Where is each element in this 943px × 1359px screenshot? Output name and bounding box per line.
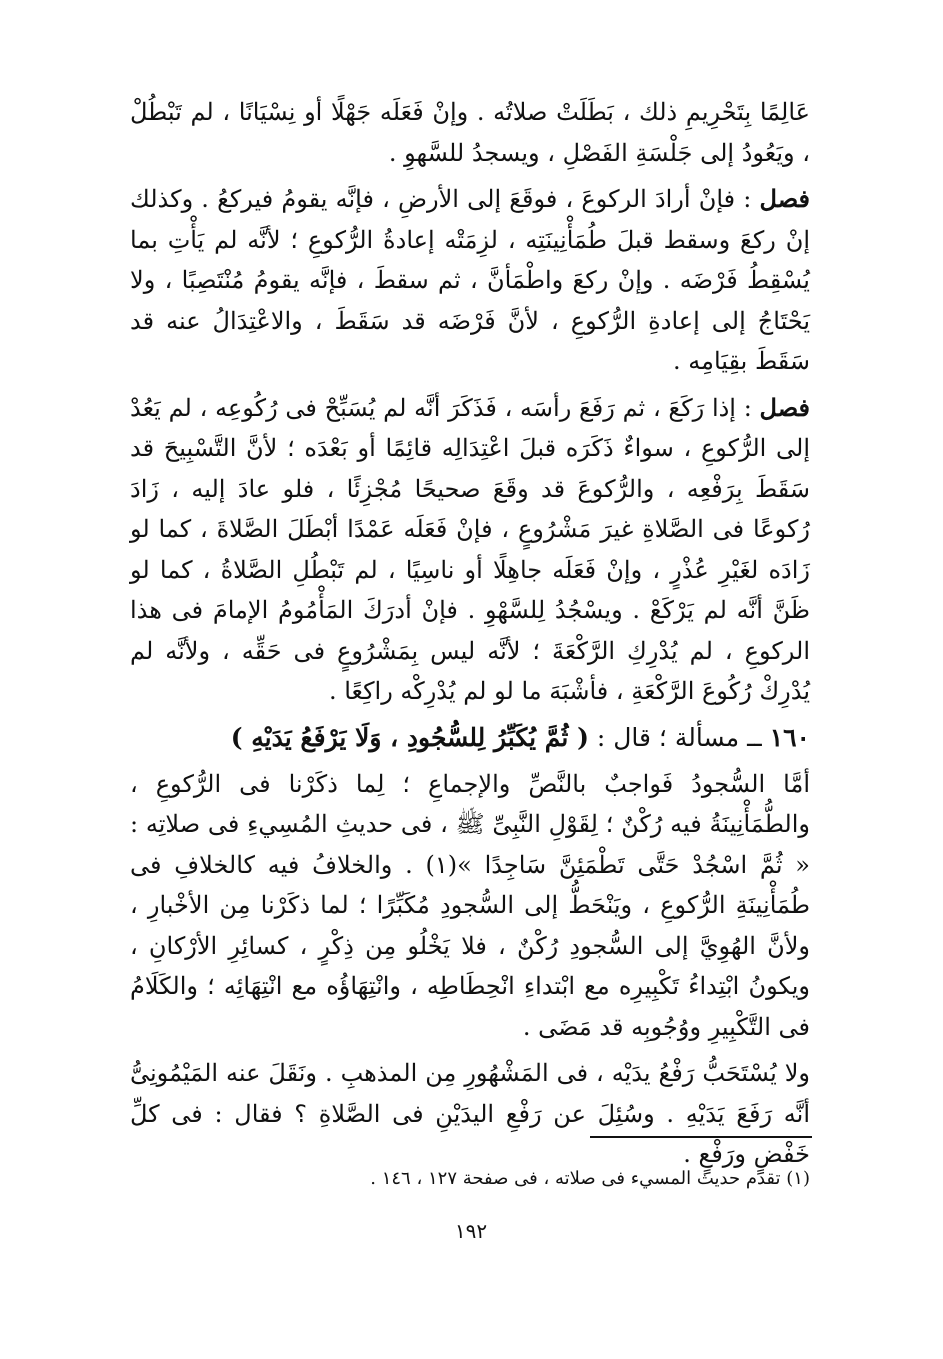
issue-number: ١٦٠ <box>769 722 810 752</box>
paragraph-2 <box>130 179 810 382</box>
section-label: فصل <box>759 392 810 422</box>
paragraph-text: عَالِمًا بِتَحْرِيمِ ذلك ، بَطَلَتْ صلاتُه . وإنْ فَعَلَه جَهْلًا أو نِسْيَانًا ، لم تَبْطُلْ ، ويَعُودُ إلى جَلْسَةِ الفَصْلِ ، ويسجدُ للسَّهوِ . <box>130 98 810 167</box>
paragraph-1 <box>130 92 810 173</box>
section-label: فصل <box>759 184 810 213</box>
issue-quote: ( ثُمَّ يُكَبِّرُ لِلسُّجُودِ ، وَلَا يَرْفَعُ يَدَيْهِ ) <box>230 722 589 752</box>
footnote-divider <box>590 1136 812 1138</box>
paragraph-5 <box>130 1053 810 1175</box>
paragraph-text: ولا يُسْتَحَبُّ رَفْعُ يدَيْه ، فى المَشْهُورِ مِن المذهبِ . ونَقَلَ عنه المَيْمُونِىُّ أنَّه رَفَعَ يَدَيْهِ . وسُئِلَ عن رَفْعِ اليدَيْنِ فى الصَّلاةِ ؟ فقال : فى كلِّ خَفْضٍ ورَفْعٍ . <box>130 1059 810 1168</box>
issue-heading <box>130 718 810 758</box>
paragraph-text: : إذا رَكَعَ ، ثم رَفَعَ رأسَه ، فَذَكَرَ أنَّه لم يُسَبِّحْ فى رُكُوعِه ، لم يَعُدْ إلى الرُّكوعِ ، سواءٌ ذَكَرَه قبلَ اعْتِدَالِه قائِمًا أو بَعْدَه ؛ لأنَّ التَّسْبِيحَ قد سَقَطَ بِرَفْعِه ، والرُّكوعَ قد وقَعَ صحيحًا مُجْزِئًا ، فلو عادَ إليه ، زَادَ رُكوعًا فى الصَّلاةِ غيرَ مَشْرُوعٍ ، فإنْ فَعَلَه عَمْدًا أبْطَلَ الصَّلاةَ ، كما لو زَادَه لغَيْرِ عُذْرٍ ، وإنْ فَعَلَه جاهِلًا أو ناسِيًا ، لم تَبْطُلِ الصَّلاةُ ، كما لو ظَنَّ أنَّه لم يَرْكَعْ . ويسْجُدُ لِلسَّهْوِ . فإنْ أدرَكَ المَأْمُومُ الإمامَ فى هذا الركوعِ ، لم يُدْرِكِ الرَّكْعَةَ ؛ لأنَّه ليس بِمَشْرُوعٍ فى حَقِّه ، ولأنَّه لم يُدْرِكْ رُكُوعَ الرَّكْعَةِ ، فأشْبَهَ ما لو لم يُدْرِكْه راكِعًا . <box>130 393 811 705</box>
paragraph-text: : فإنْ أرادَ الركوعَ ، فوقَعَ إلى الأرضِ ، فإنَّه يقومُ فيركعُ . وكذلك إنْ ركعَ وسقط قبلَ طُمَأْنِينَتِه ، لزِمَتْه إعادةُ الرُّكوعِ ؛ لأنَّه لم يَأْتِ بما يُسْقِطُ فَرْضَه . وإنْ ركعَ واطْمَأنَّ ، ثم سقطَ ، فإنَّه يقومُ مُنْتَصِبًا ، ولا يَحْتَاجُ إلى إعادةِ الرُّكوعِ ، لأنَّ فَرْضَه قد سَقَطَ ، والاعْتِدَالُ عنه قد سَقَطَ بقِيَامِه . <box>130 185 810 375</box>
issue-intro: ــ مسألة ؛ قال : <box>596 722 762 752</box>
paragraph-text: أمَّا السُّجودُ فَواجبٌ بالنَّصِّ والإجماعِ ؛ لِما ذكَرْنا فى الرُّكوعِ ، والطُّمَأْنِينَةُ فيه رُكْنٌ ؛ لِقَوْلِ النَّبِىِّ ﷺ ، فى حديثِ المُسِيءِ فى صلاتِه : « ثُمَّ اسْجُدْ حَتَّى تَطْمَئِنَّ سَاجِدًا »(١) . والخلافُ فيه كالخلافِ فى طُمَأْنِينَةِ الرُّكوعِ ، ويَنْحَطُّ إلى السُّجودِ مُكَبِّرًا ؛ لما ذكَرْنا مِن الأخْبارِ ، ولأنَّ الهُوِيَّ إلى السُّجودِ رُكْنٌ ، فلا يَخْلُو مِن ذِكْرٍ ، كسائِرِ الأرْكانِ ، ويكونُ ابْتِداءُ تَكْبِيرِه مع ابْتداءِ انْحِطَاطِه ، وانْتِهَاؤُه مع انْتِهَائِه ؛ والكَلَامُ فى التَّكْبِيرِ ووُجُوبِه قد مَضَى . <box>130 769 810 1041</box>
page-number: ١٩٢ <box>454 1219 488 1243</box>
paragraph-3 <box>130 388 810 712</box>
footnote: (١) تقدم حديث المسيء فى صلاته ، فى صفحة ١٢٧ ، ١٤٦ . <box>370 1168 810 1189</box>
main-text <box>130 92 810 1181</box>
paragraph-4 <box>130 764 810 1048</box>
